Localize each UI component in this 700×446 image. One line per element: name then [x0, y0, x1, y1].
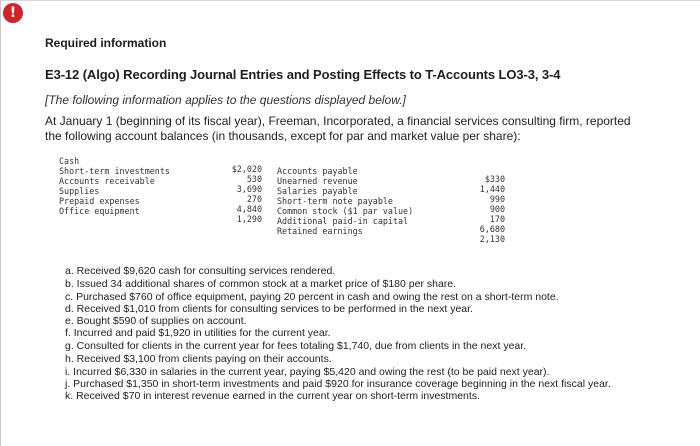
- account-amount: 6,680: [479, 224, 505, 234]
- account-amount: 4,840: [236, 204, 262, 214]
- account-amount: $330: [484, 174, 505, 184]
- transaction-item: f. Incurred and paid $1,920 in utilities for the current year.: [65, 327, 331, 339]
- problem-title: E3-12 (Algo) Recording Journal Entries and Posting Effects to T-Accounts LO3-3, 3-4: [45, 67, 561, 82]
- transaction-item: a. Received $9,620 cash for consulting services rendered.: [65, 265, 336, 277]
- account-name: Cash: [59, 156, 80, 166]
- account-name: Common stock ($1 par value): [277, 206, 414, 216]
- account-name: Additional paid-in capital: [277, 216, 409, 226]
- transaction-item: d. Received $1,010 from clients for consulting services to be performed in the next year.: [65, 303, 473, 315]
- account-name: Short-term note payable: [277, 196, 393, 206]
- account-amount: 900: [489, 204, 505, 214]
- account-balances-table: [59, 156, 519, 254]
- required-information-heading: Required information: [45, 36, 167, 50]
- account-amount: 270: [246, 194, 262, 204]
- account-amount: 2,130: [479, 234, 505, 244]
- exclamation-icon: !: [3, 3, 23, 23]
- account-amount: 1,440: [479, 184, 505, 194]
- account-name: Office equipment: [59, 206, 140, 216]
- transaction-item: j. Purchased $1,350 in short-term investments and paid $920 for insurance coverage beginning in the next fiscal year.: [65, 378, 611, 390]
- transaction-item: b. Issued 34 additional shares of common stock at a market price of $180 per share.: [65, 278, 457, 290]
- account-name: Salaries payable: [277, 186, 358, 196]
- account-amount: 990: [489, 194, 505, 204]
- instruction-note: [The following information applies to the questions displayed below.]: [45, 93, 406, 107]
- account-amount: 170: [489, 214, 505, 224]
- account-name: Accounts receivable: [59, 176, 155, 186]
- account-amount: 530: [246, 174, 262, 184]
- account-amount: 1,290: [236, 214, 262, 224]
- account-name: Retained earnings: [277, 226, 363, 236]
- account-name: Short-term investments: [59, 166, 170, 176]
- account-amount: $2,020: [231, 164, 262, 174]
- account-name: Unearned revenue: [277, 176, 358, 186]
- transaction-item: k. Received $70 in interest revenue earned in the current year on short-term investments.: [65, 390, 480, 402]
- account-name: Accounts payable: [277, 166, 358, 176]
- transaction-item: e. Bought $590 of supplies on account.: [65, 315, 247, 327]
- transaction-item: g. Consulted for clients in the current year for fees totaling $1,740, due from clients in the next year.: [65, 340, 527, 352]
- account-amount: 3,690: [236, 184, 262, 194]
- transaction-item: i. Incurred $6,330 in salaries in the current year, paying $5,420 and owing the rest (to be paid next year).: [65, 366, 550, 378]
- intro-paragraph: At January 1 (beginning of its fiscal year), Freeman, Incorporated, a financial services consulting firm, reported the following account balances (in thousands, except for par and market value per share):: [45, 114, 631, 143]
- account-name: Prepaid expenses: [59, 196, 140, 206]
- account-name: Supplies: [59, 186, 100, 196]
- transaction-item: c. Purchased $760 of office equipment, paying 20 percent in cash and owing the rest on a short-term note.: [65, 291, 559, 303]
- transaction-item: h. Received $3,100 from clients paying on their accounts.: [65, 353, 332, 365]
